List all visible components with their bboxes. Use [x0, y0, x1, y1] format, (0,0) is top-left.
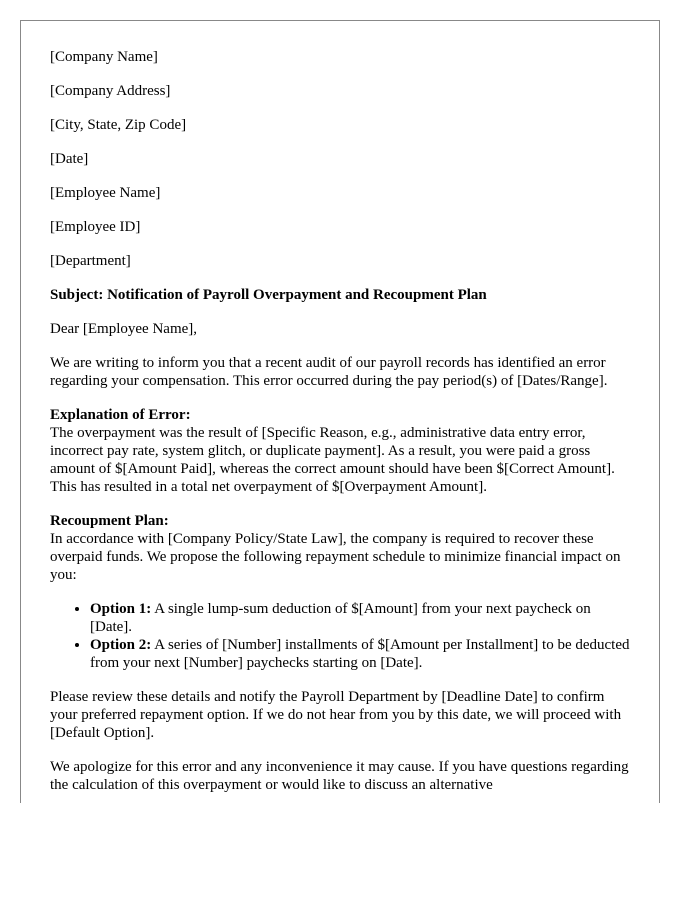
- explanation-section: [50, 406, 630, 496]
- recoupment-body: In accordance with [Company Policy/State Law], the company is required to recover these overpaid funds. We propose the following repayment schedule to minimize financial impact on you:: [50, 531, 621, 583]
- company-name: [Company Name]: [50, 49, 158, 65]
- closing-paragraph: We apologize for this error and any inconvenience it may cause. If you have questions regarding the calculation of this overpayment or would like to discuss an alternative: [50, 759, 629, 793]
- employee-name: [Employee Name]: [50, 185, 161, 201]
- explanation-heading: Explanation of Error:: [50, 407, 191, 423]
- city-state-zip: [City, State, Zip Code]: [50, 117, 187, 133]
- department: [Department]: [50, 253, 131, 269]
- option-text: A series of [Number] installments of $[Amount per Installment] to be deducted from your next [Number] paychecks starting on [Date].: [90, 637, 630, 671]
- list-item: [90, 600, 630, 636]
- option-label: Option 1:: [90, 601, 152, 617]
- review-paragraph: Please review these details and notify the Payroll Department by [Deadline Date] to confirm your preferred repayment option. If we do not hear from you by this date, we will proceed with [Default Option].: [50, 689, 622, 741]
- explanation-body: The overpayment was the result of [Specific Reason, e.g., administrative data entry error, incorrect pay rate, system glitch, or duplicate payment]. As a result, you were paid a gross amount of $[Amount Paid], whereas the correct amount should have been $[Correct Amount]. This has resulted in a total net overpayment of $[Overpayment Amount].: [50, 425, 615, 495]
- employee-id: [Employee ID]: [50, 219, 141, 235]
- company-address: [Company Address]: [50, 83, 171, 99]
- letter-content: [21, 21, 659, 794]
- subject-line: Subject: Notification of Payroll Overpayment and Recoupment Plan: [50, 287, 487, 303]
- letter-page: [20, 20, 660, 803]
- letter-date: [Date]: [50, 151, 89, 167]
- intro-paragraph: We are writing to inform you that a recent audit of our payroll records has identified an error regarding your compensation. This error occurred during the pay period(s) of [Dates/Range].: [50, 355, 608, 389]
- salutation: Dear [Employee Name],: [50, 321, 198, 337]
- option-label: Option 2:: [90, 637, 152, 653]
- recoupment-section: [50, 512, 630, 584]
- repayment-options-list: [50, 600, 630, 672]
- recoupment-heading: Recoupment Plan:: [50, 513, 169, 529]
- option-text: A single lump-sum deduction of $[Amount] from your next paycheck on [Date].: [90, 601, 591, 635]
- list-item: [90, 636, 630, 672]
